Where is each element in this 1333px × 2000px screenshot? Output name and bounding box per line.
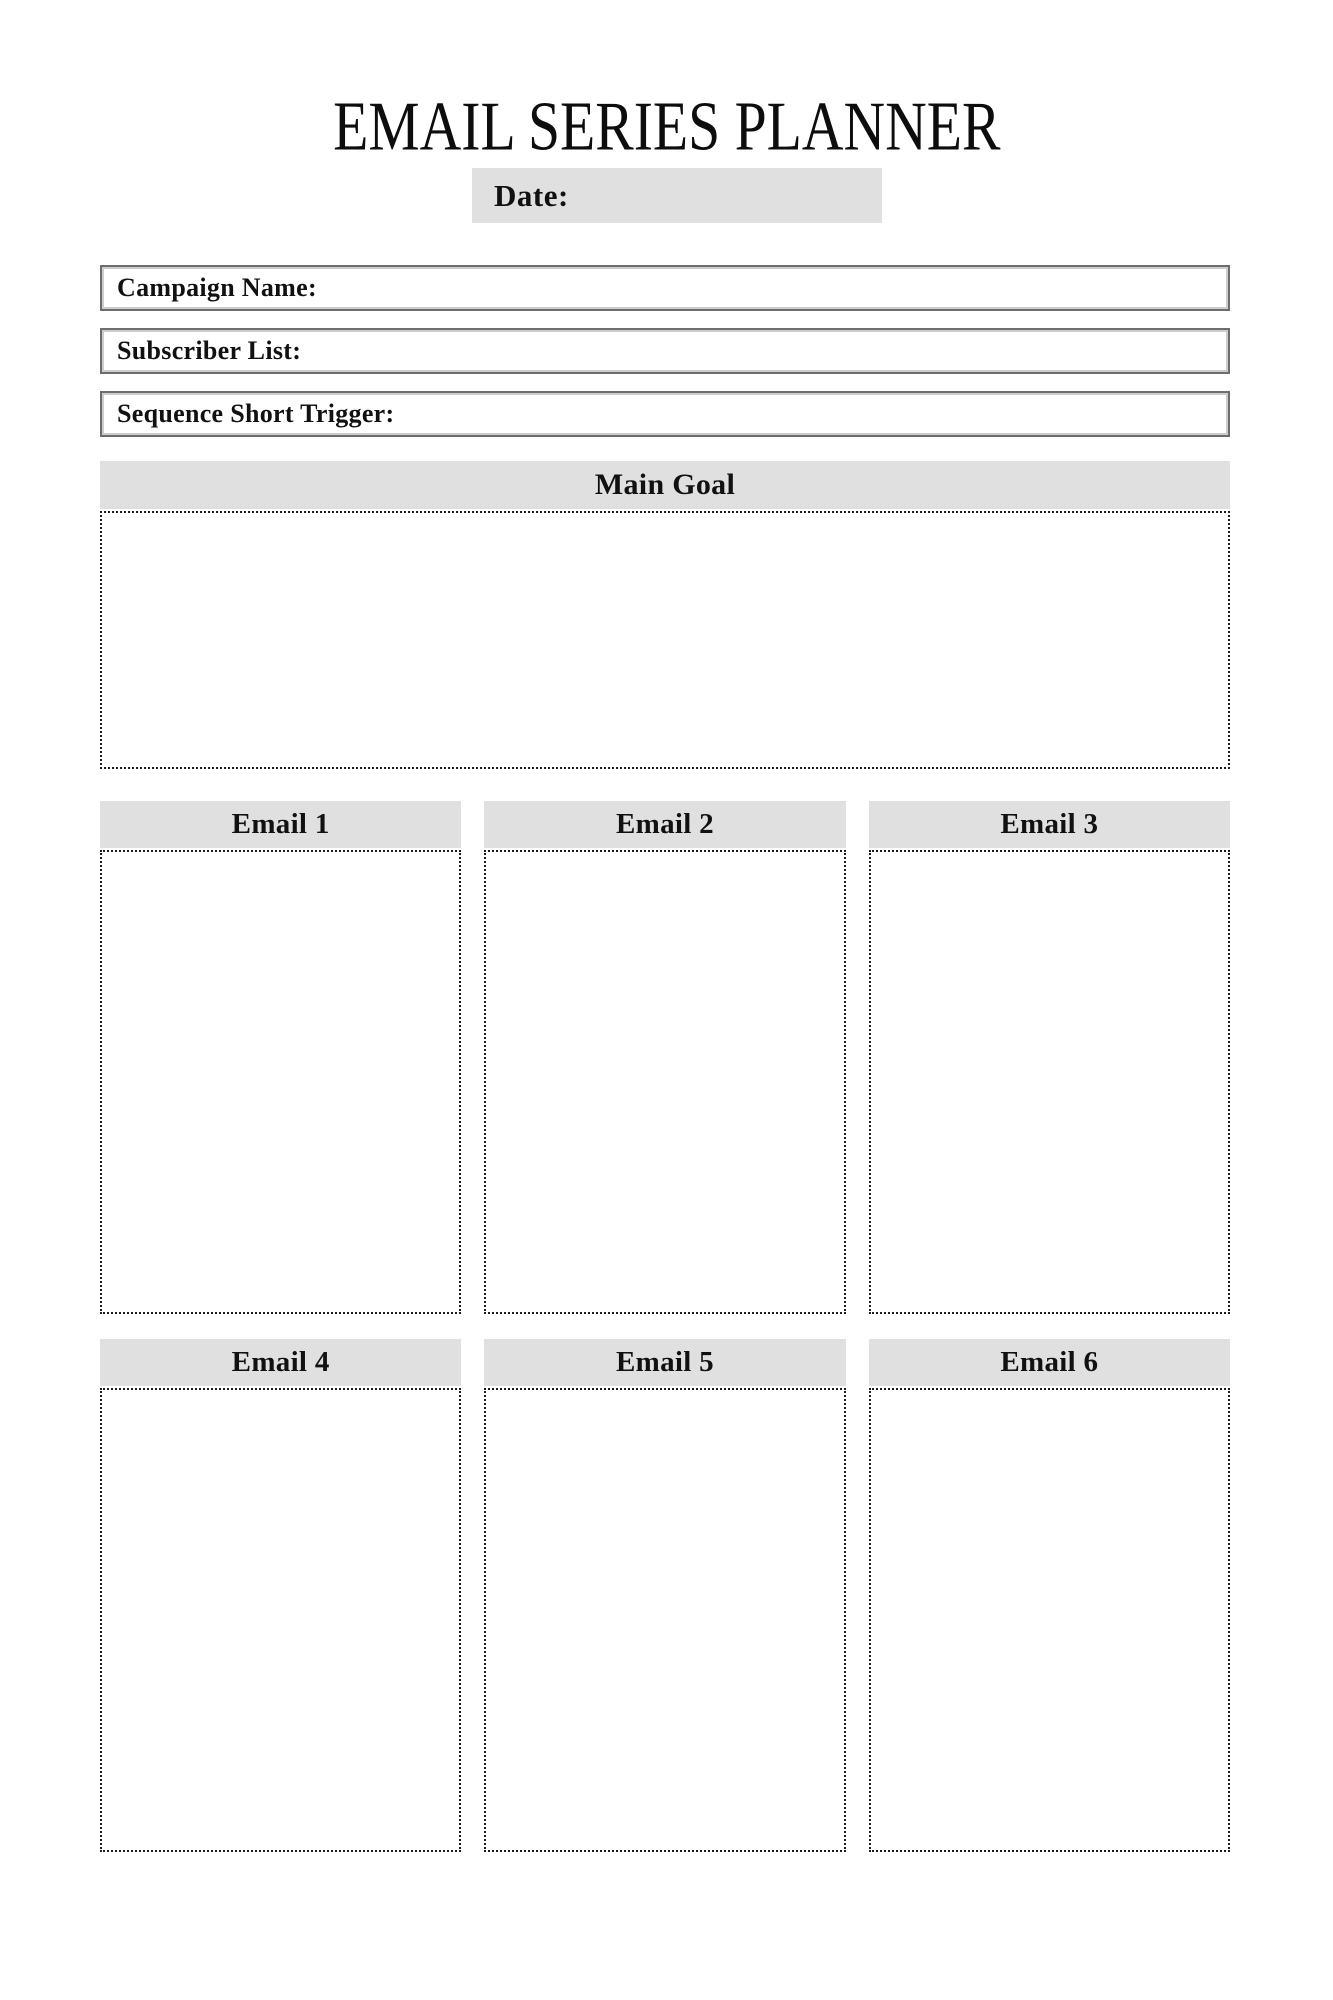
page-title-wrap	[0, 0, 1333, 168]
email-1-header	[100, 801, 461, 848]
email-4-card	[100, 1339, 461, 1852]
email-2-header	[484, 801, 845, 848]
email-3-card	[869, 801, 1230, 1314]
campaign-name-label: Campaign Name:	[117, 273, 317, 302]
campaign-name-field	[100, 265, 1230, 311]
email-5-label: Email 5	[616, 1346, 714, 1378]
email-6-label: Email 6	[1000, 1346, 1099, 1378]
date-input-area[interactable]	[569, 168, 882, 223]
email-5-card	[484, 1339, 845, 1852]
email-1-input-area[interactable]	[100, 850, 461, 1314]
email-3-input-area[interactable]	[869, 850, 1230, 1314]
campaign-name-input-area[interactable]	[317, 267, 1228, 309]
main-goal-input-area[interactable]	[100, 511, 1230, 769]
email-row-1	[100, 801, 1230, 1314]
date-badge	[472, 168, 882, 223]
sequence-short-trigger-input-area[interactable]	[394, 393, 1228, 435]
sequence-short-trigger-label: Sequence Short Trigger:	[117, 399, 395, 428]
email-6-card	[869, 1339, 1230, 1852]
email-6-header	[869, 1339, 1230, 1386]
email-1-label: Email 1	[231, 808, 330, 840]
email-1-card	[100, 801, 461, 1314]
email-2-card	[484, 801, 845, 1314]
subscriber-list-field	[100, 328, 1230, 374]
email-3-label: Email 3	[1000, 808, 1099, 840]
email-2-label: Email 2	[616, 808, 714, 840]
main-goal-label: Main Goal	[594, 468, 736, 501]
email-6-input-area[interactable]	[869, 1388, 1230, 1852]
date-label: Date:	[494, 177, 569, 213]
email-row-2	[100, 1339, 1230, 1852]
email-4-label: Email 4	[231, 1346, 330, 1378]
subscriber-list-label: Subscriber List:	[117, 336, 302, 365]
main-goal-header	[100, 461, 1230, 509]
email-2-input-area[interactable]	[484, 850, 845, 1314]
email-5-header	[484, 1339, 845, 1386]
page-title: EMAIL SERIES PLANNER	[332, 88, 1001, 166]
sequence-short-trigger-field	[100, 391, 1230, 437]
email-4-input-area[interactable]	[100, 1388, 461, 1852]
subscriber-list-input-area[interactable]	[301, 330, 1228, 372]
email-5-input-area[interactable]	[484, 1388, 845, 1852]
email-4-header	[100, 1339, 461, 1386]
email-3-header	[869, 801, 1230, 848]
